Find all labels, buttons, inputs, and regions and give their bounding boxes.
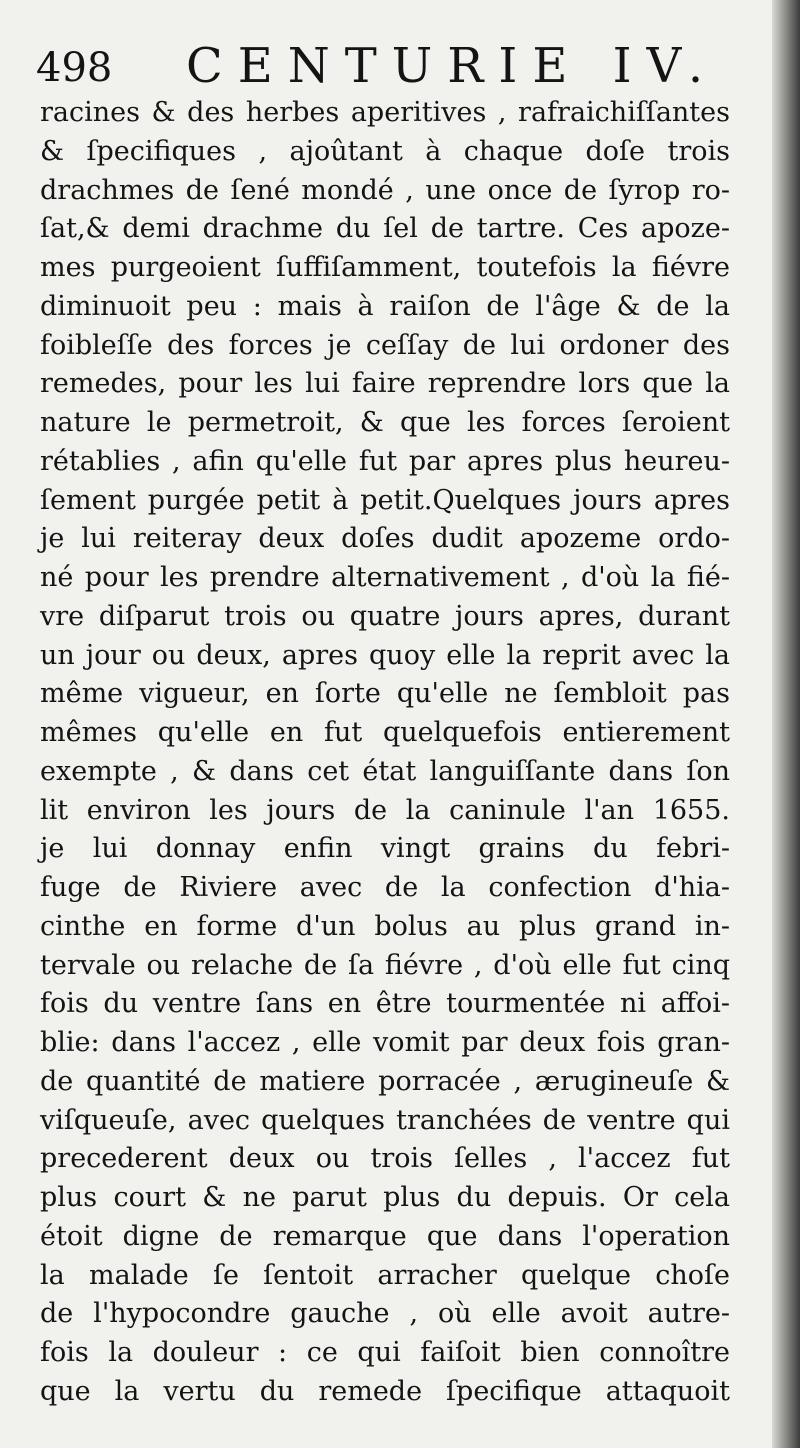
text-line: que la vertu du remede ſpecifique attaquoit [40, 1375, 730, 1407]
text-line: né pour les prendre alternativement , d'où la fié- [40, 562, 730, 593]
text-line: racines & des herbes aperitives , rafraichiſſantes [40, 97, 730, 128]
text-line: blie: dans l'accez , elle vomit par deux fois gran- [40, 1027, 730, 1058]
running-title: CENTURIE IV. [186, 38, 719, 94]
text-line: drachmes de ſené mondé , une once de ſyrop ro- [40, 174, 730, 206]
text-line: plus court & ne parut plus du depuis. Or cela [40, 1182, 730, 1213]
text-line: remedes, pour les lui faire reprendre lors que la [40, 368, 730, 400]
text-line: étoit digne de remarque que dans l'operation [40, 1220, 730, 1252]
text-line: fuge de Riviere avec de la confection d'hia- [40, 872, 730, 903]
text-line: de l'hypocondre gauche , où elle avoit autre- [40, 1298, 730, 1330]
text-line: cinthe en forme d'un bolus au plus grand in- [40, 910, 730, 942]
text-line: je lui reiteray deux doſes dudit apozeme ordo- [40, 523, 730, 555]
text-line: & ſpecifiques , ajoûtant à chaque doſe trois [40, 135, 730, 167]
text-line: nature le permetroit, & que les forces ſeroient [40, 407, 730, 438]
running-head [36, 36, 736, 96]
text-line: fois du ventre ſans en être tourmentée ni affoi- [40, 988, 730, 1020]
text-line: viſqueuſe, avec quelques tranchées de ventre qui [40, 1104, 730, 1136]
text-line: diminuoit peu : mais à raiſon de l'âge & de la [40, 290, 730, 322]
text-line: rétablies , afin qu'elle fut par apres plus heureu- [40, 445, 730, 477]
text-line: même vigueur, en ſorte qu'elle ne ſembloit pas [40, 678, 730, 710]
text-line: ſat,& demi drachme du ſel de tartre. Ces apoze- [40, 213, 730, 245]
page-number: 498 [36, 45, 113, 91]
text-line: la malade ſe ſentoit arracher quelque choſe [40, 1259, 730, 1291]
text-line: vre diſparut trois ou quatre jours apres, durant [40, 600, 730, 632]
text-line: lit environ les jours de la caninule l'an 1655. [40, 794, 730, 826]
text-line: foibleſſe des forces je ceſſay de lui ordoner des [40, 329, 730, 361]
text-line: je lui donnay enfin vingt grains du febri- [40, 833, 730, 865]
text-line: precederent deux ou trois ſelles , l'accez fut [40, 1143, 730, 1175]
text-line: de quantité de matiere porracée , ærugineuſe & [40, 1065, 730, 1097]
text-line: un jour ou deux, apres quoy elle la reprit avec la [40, 639, 730, 671]
text-line: mêmes qu'elle en fut quelquefois entierement [40, 717, 730, 748]
text-line: tervale ou relache de ſa fiévre , d'où elle fut cinq [40, 949, 730, 981]
page-edge-shadow [772, 0, 800, 1448]
text-line: exempte , & dans cet état languiſſante dans ſon [40, 755, 730, 787]
text-line: fois la douleur : ce qui faiſoit bien connoître [40, 1337, 730, 1368]
text-line: mes purgeoient ſuffiſamment, toutefois la fiévre [40, 252, 730, 283]
text-line: ſement purgée petit à petit.Quelques jours apres [40, 484, 730, 516]
body-text [40, 94, 730, 1412]
